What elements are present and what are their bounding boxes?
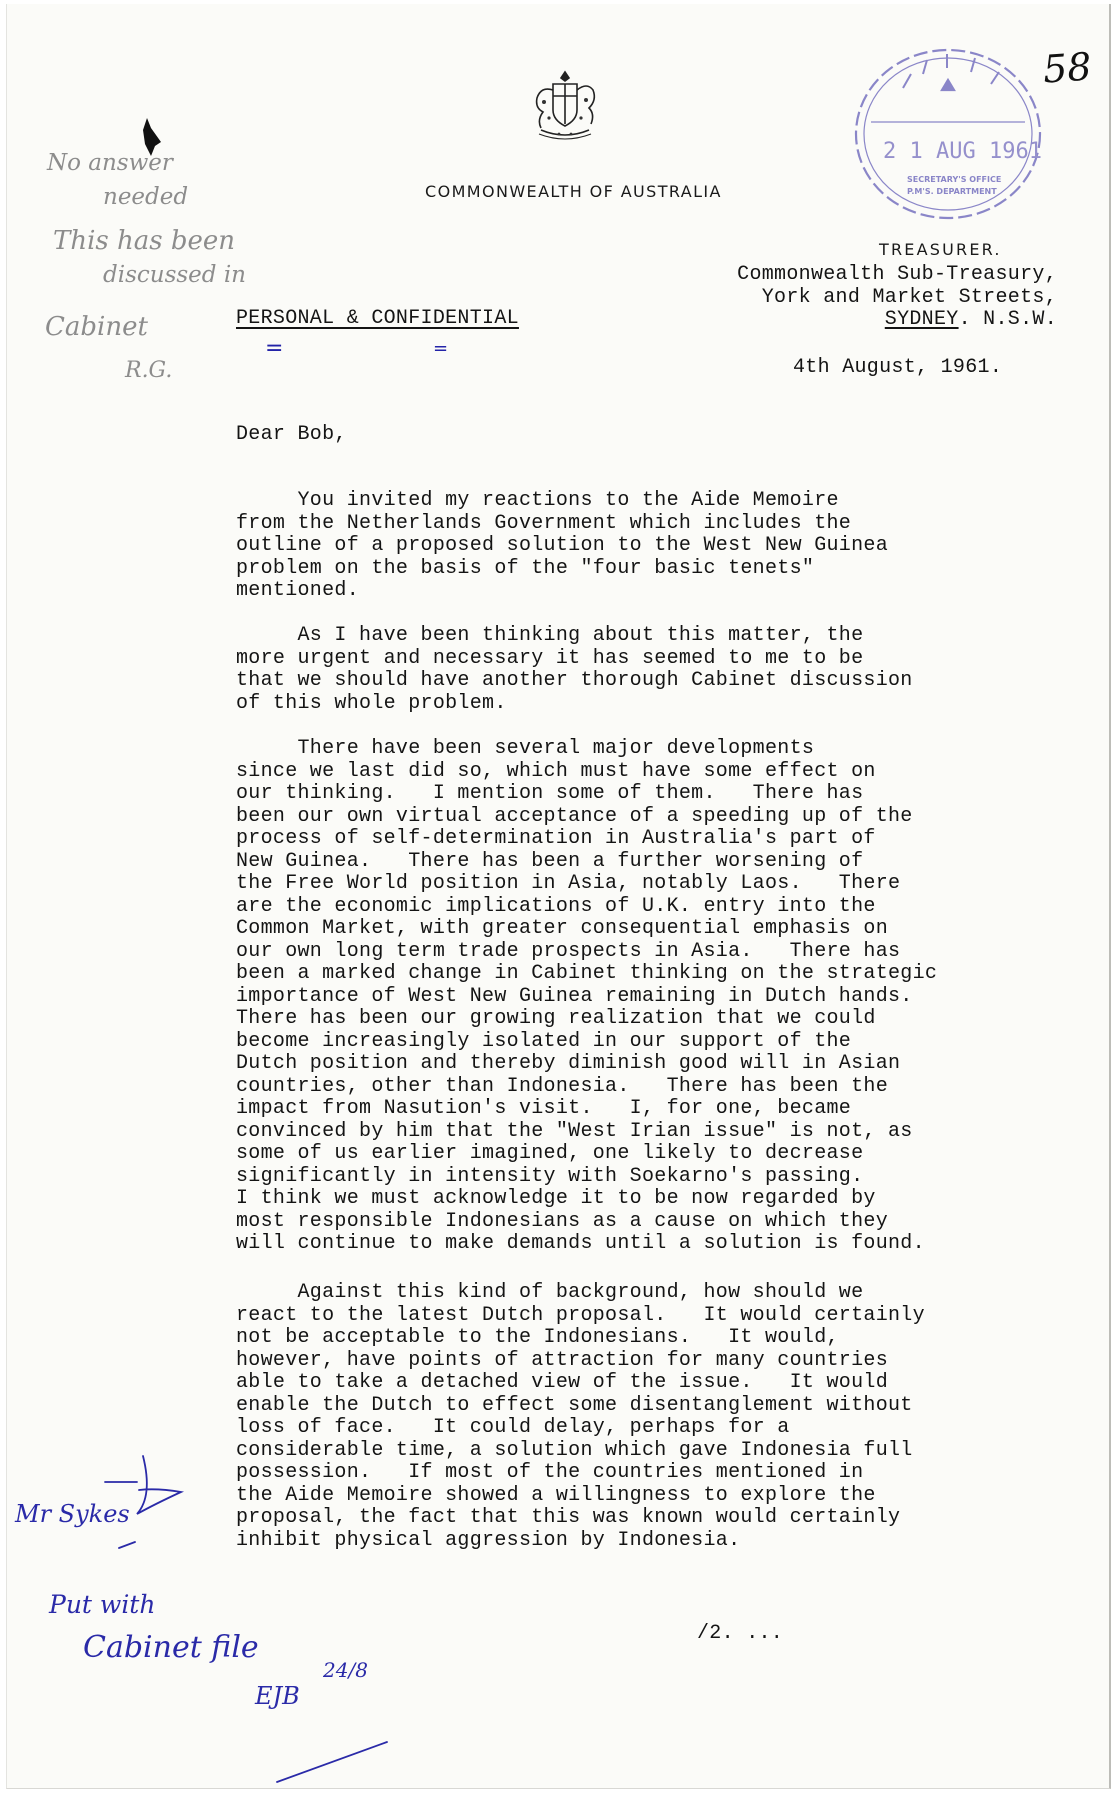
- body-line: the Aide Memoire showed a willingness to explore the: [236, 1483, 876, 1507]
- body-line: outline of a proposed solution to the West New Guinea: [236, 534, 889, 557]
- header-org-title: COMMONWEALTH OF AUSTRALIA: [425, 182, 722, 201]
- body-line: You invited my reactions to the Aide Memoire: [236, 489, 839, 512]
- body-line: most responsible Indonesians as a cause on which they: [236, 1209, 889, 1233]
- coat-of-arms-emblem: [529, 68, 601, 149]
- body-line: importance of West New Guinea remaining in Dutch hands.: [236, 984, 913, 1008]
- body-line: from the Netherlands Government which includes the: [236, 511, 852, 535]
- body-line: There have been several major developments: [236, 737, 815, 760]
- stamp-line2: P.M'S. DEPARTMENT: [907, 187, 997, 196]
- body-paragraph: [236, 738, 1036, 1256]
- body-line: New Guinea. There has been a further worsening of: [236, 849, 864, 873]
- page-number: 58: [1041, 44, 1093, 92]
- stamp-line1: SECRETARY'S OFFICE: [907, 175, 1002, 184]
- body-line: able to take a detached view of the issue. It would: [236, 1371, 889, 1394]
- body-line: react to the latest Dutch proposal. It would certainly: [236, 1303, 925, 1327]
- body-line: become increasingly isolated in our support of the: [236, 1029, 852, 1053]
- body-line: are the economic implications of U.K. entry into the: [236, 894, 876, 918]
- stamp-date: 2 1 AUG 1961: [883, 139, 1042, 164]
- body-line: some of us earlier imagined, one likely to decrease: [236, 1142, 864, 1165]
- body-paragraph: [236, 490, 1036, 603]
- sender-address: [737, 264, 1057, 332]
- body-line: more urgent and necessary it has seemed to me to be: [236, 646, 864, 670]
- body-line: inhibit physical aggression by Indonesia.: [236, 1528, 741, 1552]
- pencil-note-line: No answer: [47, 150, 173, 176]
- body-line: mentioned.: [236, 579, 360, 602]
- body-line: Against this kind of background, how should we: [236, 1281, 864, 1304]
- body-line: Dutch position and thereby diminish good will in Asian: [236, 1052, 901, 1075]
- pencil-note-line: discussed in: [103, 262, 246, 288]
- body-line: impact from Nasution's visit. I, for one, became: [236, 1097, 852, 1120]
- address-city: SYDNEY: [884, 308, 959, 331]
- body-line: considerable time, a solution which gave Indonesia full: [236, 1438, 913, 1462]
- pencil-note-line: This has been: [53, 226, 236, 256]
- continuation-note: /2. ...: [697, 1622, 784, 1645]
- ink-note-line: Put with: [49, 1590, 156, 1619]
- ink-initials: EJB: [255, 1682, 300, 1710]
- address-line: Commonwealth Sub-Treasury,: [737, 263, 1057, 286]
- salutation: Dear Bob,: [236, 423, 347, 446]
- address-line: York and Market Streets,: [761, 285, 1057, 309]
- body-line: been our own virtual acceptance of a speeding up of the: [236, 804, 913, 828]
- body-line: loss of face. It could delay, perhaps for a: [236, 1416, 790, 1439]
- body-line: convinced by him that the "West Irian issue" is not, as: [236, 1119, 913, 1143]
- address-state: . N.S.W.: [958, 308, 1057, 331]
- underline-mark: =: [265, 336, 284, 361]
- body-line: proposal, the fact that this was known would certainly: [236, 1506, 901, 1529]
- body-line: significantly in intensity with Soekarno's passing.: [236, 1164, 864, 1188]
- body-line: not be acceptable to the Indonesians. It would,: [236, 1326, 839, 1349]
- body-line: problem on the basis of the "four basic tenets": [236, 556, 815, 580]
- body-line: process of self-determination in Australia's part of: [236, 827, 876, 850]
- ink-initials-date: 24/8: [323, 1658, 368, 1682]
- body-line: the Free World position in Asia, notably Laos. There: [236, 872, 901, 895]
- body-line: our own long term trade prospects in Asia. There has: [236, 939, 901, 963]
- letter-date: 4th August, 1961.: [793, 356, 1003, 379]
- ink-note-recipient: Mr Sykes: [15, 1500, 130, 1528]
- body-line: our thinking. I mention some of them. There has: [236, 782, 864, 805]
- pencil-note-line: needed: [103, 184, 189, 210]
- body-line: As I have been thinking about this matter, the: [236, 624, 864, 647]
- body-line: that we should have another thorough Cabinet discussion: [236, 669, 913, 692]
- body-paragraph: [236, 1282, 1036, 1552]
- received-date-stamp: [843, 44, 1053, 229]
- body-line: been a marked change in Cabinet thinking on the strategic: [236, 962, 938, 985]
- sender-title: TREASURER.: [879, 240, 1002, 259]
- body-line: however, have points of attraction for many countries: [236, 1348, 889, 1372]
- ink-note-line: Cabinet file: [83, 1630, 259, 1665]
- pencil-note-line: Cabinet: [45, 312, 148, 342]
- body-line: countries, other than Indonesia. There has been the: [236, 1074, 889, 1098]
- underline-mark: =: [433, 338, 449, 359]
- body-line: of this whole problem.: [236, 691, 507, 715]
- body-line: will continue to make demands until a solution is found.: [236, 1232, 925, 1255]
- body-line: possession. If most of the countries mentioned in: [236, 1461, 864, 1484]
- body-line: Common Market, with greater consequential emphasis on: [236, 917, 889, 940]
- body-paragraph: [236, 625, 1036, 715]
- body-line: There has been our growing realization that we could: [236, 1007, 876, 1030]
- body-line: enable the Dutch to effect some disentanglement without: [236, 1393, 913, 1417]
- body-line: since we last did so, which must have some effect on: [236, 759, 876, 783]
- address-city-line: [737, 309, 1057, 332]
- body-line: I think we must acknowledge it to be now regarded by: [236, 1187, 876, 1210]
- letter-page: [6, 4, 1111, 1789]
- classification-label: PERSONAL & CONFIDENTIAL: [236, 307, 519, 330]
- pencil-note-initials: R.G.: [125, 358, 173, 383]
